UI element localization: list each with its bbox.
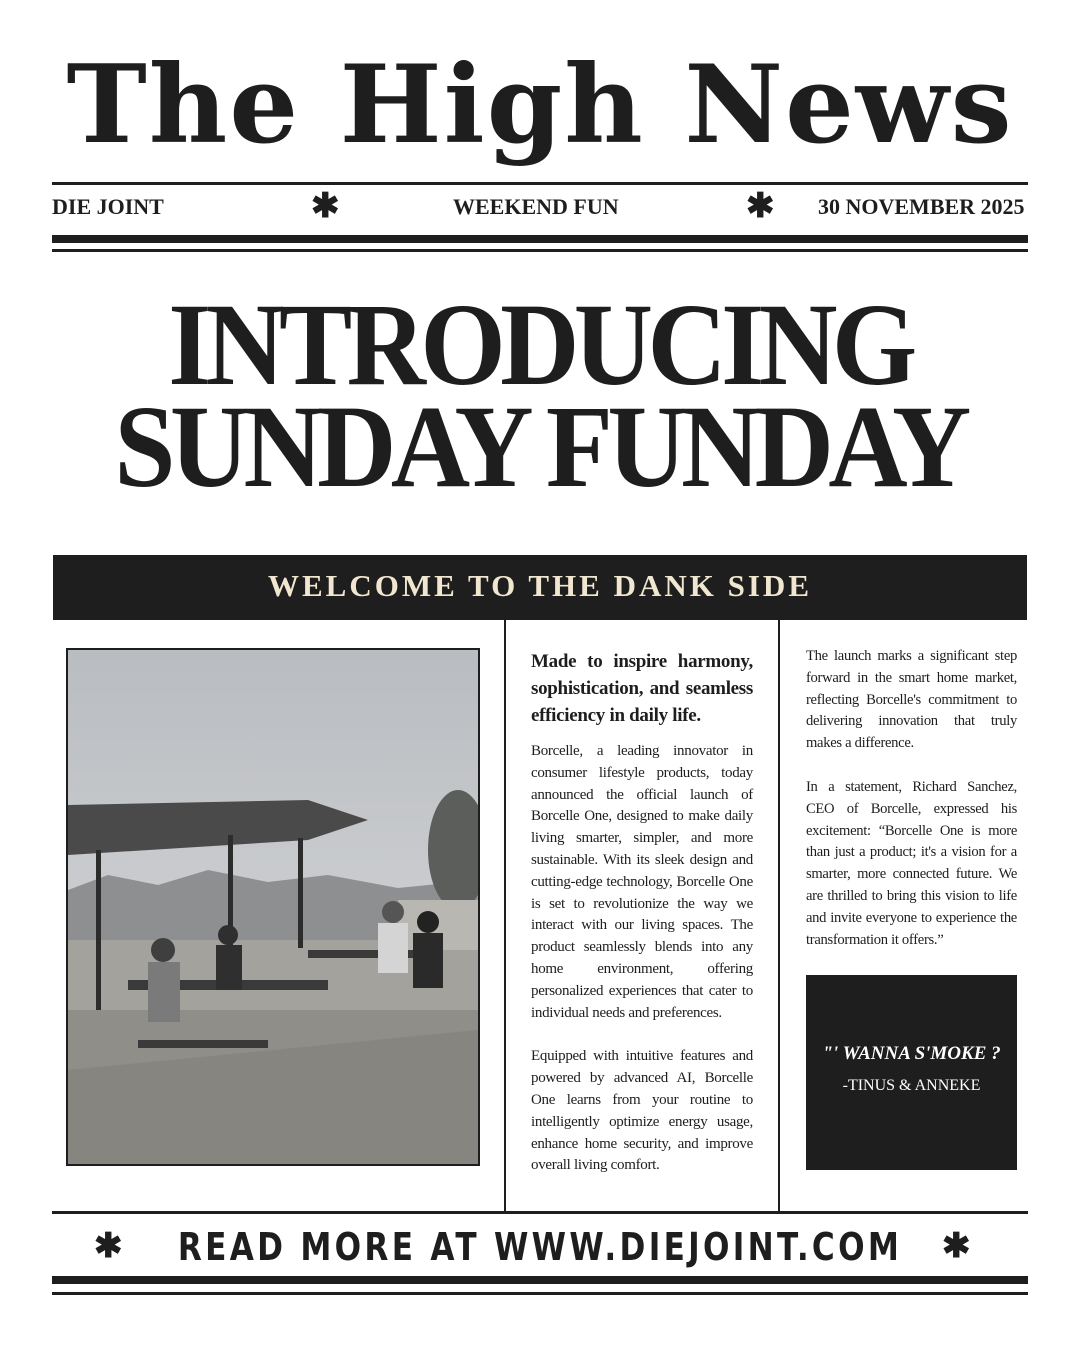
divider (52, 249, 1028, 252)
asterisk-icon: ✱ (942, 1228, 971, 1265)
meta-center: WEEKEND FUN (453, 194, 619, 219)
pull-quote-text: "' WANNA S'MOKE ? (822, 1043, 1001, 1064)
divider (52, 1292, 1028, 1295)
article-lead: Made to inspire harmony, sophistication, and seamless efficiency in daily life. (531, 651, 753, 726)
article-column-2 (806, 646, 1017, 973)
column-divider (504, 620, 506, 1212)
divider (52, 182, 1028, 185)
article-paragraph: The launch marks a significant step forward in the smart home market, reflecting Borcelle's commitment to delivering innovation that truly makes a difference. (806, 648, 1017, 752)
column-divider (778, 620, 780, 1212)
asterisk-icon: ✱ (746, 188, 775, 225)
article-paragraph: In a statement, Richard Sanchez, CEO of Borcelle, expressed his excitement: “Borcelle One is more than just a product; it's a vision for a smarter, more connected future. We are thrilled to bring this vision to life and invite everyone to experience the transformation it offers.” (806, 778, 1017, 948)
pull-quote-author: -TINUS & ANNEKE (842, 1077, 981, 1094)
article-paragraph: Equipped with intuitive features and powered by advanced AI, Borcelle One learns from your routine to intelligently optimize energy usage, enhance home security, and improve overall living comfort. (531, 1048, 753, 1174)
meta-left: DIE JOINT (52, 194, 164, 219)
masthead-title: The High News (66, 42, 1014, 168)
article-paragraph: Borcelle, a leading innovator in consumer lifestyle products, today announced the official launch of Borcelle One, designed to make daily living smarter, simpler, and more sustainable. With its sleek design and cutting-edge technology, Borcelle One is set to revolutionize the way we interact with our living spaces. The product seamlessly blends into any home environment, offering personalized experiences that cater to individual needs and preferences. (531, 743, 753, 1021)
divider (52, 1211, 1028, 1214)
article-photo (66, 648, 480, 1166)
article-column-1 (531, 648, 753, 1199)
asterisk-icon: ✱ (94, 1228, 123, 1265)
meta-date: 30 NOVEMBER 2025 (818, 194, 1025, 219)
divider (52, 1276, 1028, 1284)
read-more-link[interactable]: READ MORE AT WWW.DIEJOINT.COM (177, 1225, 903, 1269)
headline-line-1: INTRODUCING (168, 279, 912, 410)
asterisk-icon: ✱ (311, 188, 340, 225)
section-banner: WELCOME TO THE DANK SIDE (53, 555, 1027, 620)
headline-line-2: SUNDAY FUNDAY (114, 381, 966, 512)
pull-quote-box (806, 975, 1017, 1170)
divider (52, 235, 1028, 243)
